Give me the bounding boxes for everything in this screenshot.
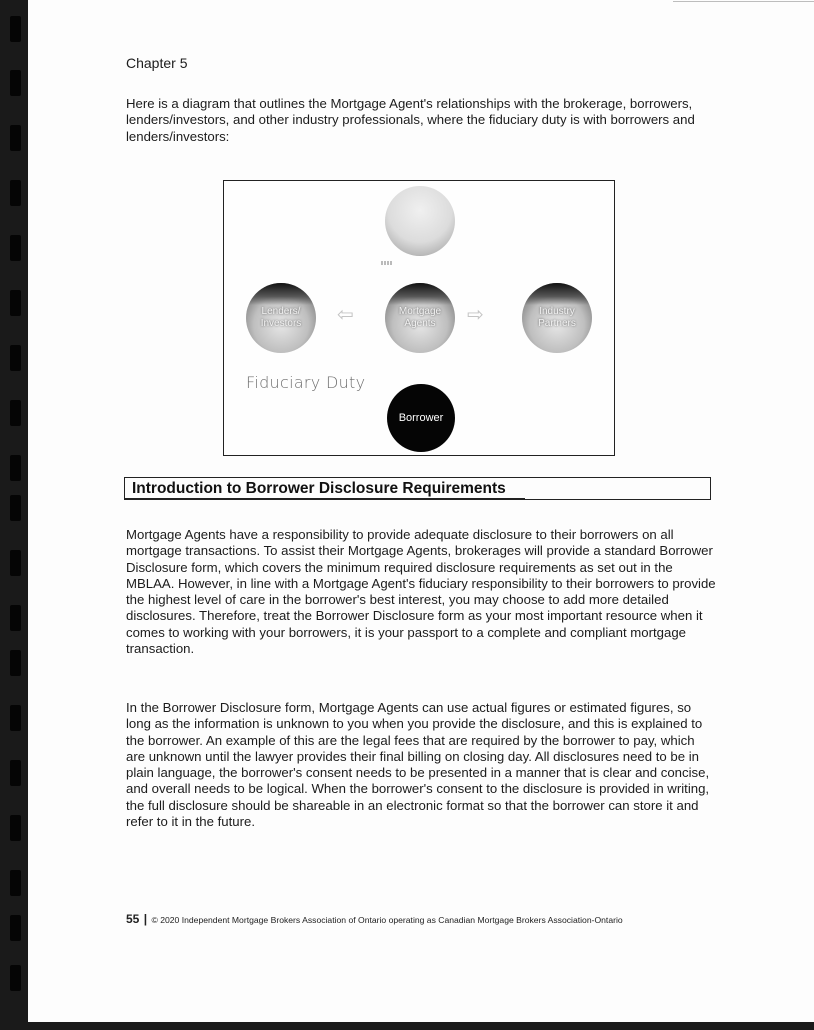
- binding-hole: [10, 180, 21, 206]
- industry-partners-node: [522, 283, 592, 353]
- binding-hole: [10, 965, 21, 991]
- binding-hole: [10, 290, 21, 316]
- scan-edge-line: [673, 1, 814, 2]
- arrow-right-icon: ⇨: [467, 304, 484, 326]
- binding-hole: [10, 550, 21, 576]
- mortgage-agents-label: Mortgage Agents: [398, 306, 442, 329]
- lenders-investors-label: Lenders/ Investors: [260, 306, 302, 329]
- borrower-label: Borrower: [398, 412, 444, 424]
- binding-hole: [10, 345, 21, 371]
- mortgage-agents-node: [385, 283, 455, 353]
- binding-hole: [10, 70, 21, 96]
- intro-paragraph: Here is a diagram that outlines the Mortgage Agent's relationships with the brokerage, borrowers, lenders/investors, and other industry professionals, where the fiduciary duty is with borrowers and lenders/investors:: [126, 96, 695, 144]
- binding-hole: [10, 235, 21, 261]
- binding-hole: [10, 815, 21, 841]
- footer-separator: |: [143, 912, 148, 926]
- binding-hole: [10, 915, 21, 941]
- page-number: 55: [126, 912, 140, 926]
- copyright-text: © 2020 Independent Mortgage Brokers Association of Ontario operating as Canadian Mortgage Brokers Association-Ontario: [151, 915, 623, 925]
- document-page: [28, 0, 814, 1022]
- arrow-left-icon: ⇦: [337, 304, 354, 326]
- borrower-node: [387, 384, 455, 452]
- binding-hole: [10, 760, 21, 786]
- binding-hole: [10, 650, 21, 676]
- binding-hole: [10, 705, 21, 731]
- binding-hole: [10, 455, 21, 481]
- section-heading: Introduction to Borrower Disclosure Requirements: [132, 480, 506, 497]
- binding-hole: [10, 16, 21, 42]
- connector-dots: [381, 261, 393, 265]
- binding-hole: [10, 495, 21, 521]
- fiduciary-duty-label: Fiduciary Duty: [246, 373, 366, 392]
- relationship-diagram: [223, 180, 615, 456]
- binding-hole: [10, 400, 21, 426]
- page-footer: [126, 912, 623, 926]
- body-paragraph-1: Mortgage Agents have a responsibility to provide adequate disclosure to their borrowers on all mortgage transactions. To assist their Mortgage Agents, brokerages will provide a standard Borrower Disclosure form, which covers the minimum required disclosure requirements as set out in the MBLAA. However, in line with a Mortgage Agent's fiduciary responsibility to their borrowers to provide the highest level of care in the borrower's best interest, you may choose to add more detailed disclosures. Therefore, treat the Borrower Disclosure form as your most important resource when it comes to working with your borrowers, it is your passport to a complete and compliant mortgage transaction.: [126, 527, 716, 657]
- body-paragraph-2: In the Borrower Disclosure form, Mortgage Agents can use actual figures or estimated figures, so long as the information is unknown to you when you provide the disclosure, and this is explained to the borrower. An example of this are the legal fees that are required by the borrower to pay, which are unknown until the lawyer provides their final billing on closing day. All disclosures need to be in plain language, the borrower's consent needs to be presented in a manner that is clear and concise, and overall needs to be logical. When the borrower's consent to the disclosure is provided in writing, the full disclosure should be shareable in an electronic format so that the borrower can store it and refer to it in the future.: [126, 700, 710, 830]
- binding-hole: [10, 125, 21, 151]
- binding-hole: [10, 605, 21, 631]
- lenders-investors-node: [246, 283, 316, 353]
- brokerage-circle: [385, 186, 455, 256]
- section-heading-box: [124, 477, 711, 500]
- chapter-label: Chapter 5: [126, 55, 188, 71]
- industry-partners-label: Industry Partners: [538, 306, 576, 329]
- binding-hole: [10, 870, 21, 896]
